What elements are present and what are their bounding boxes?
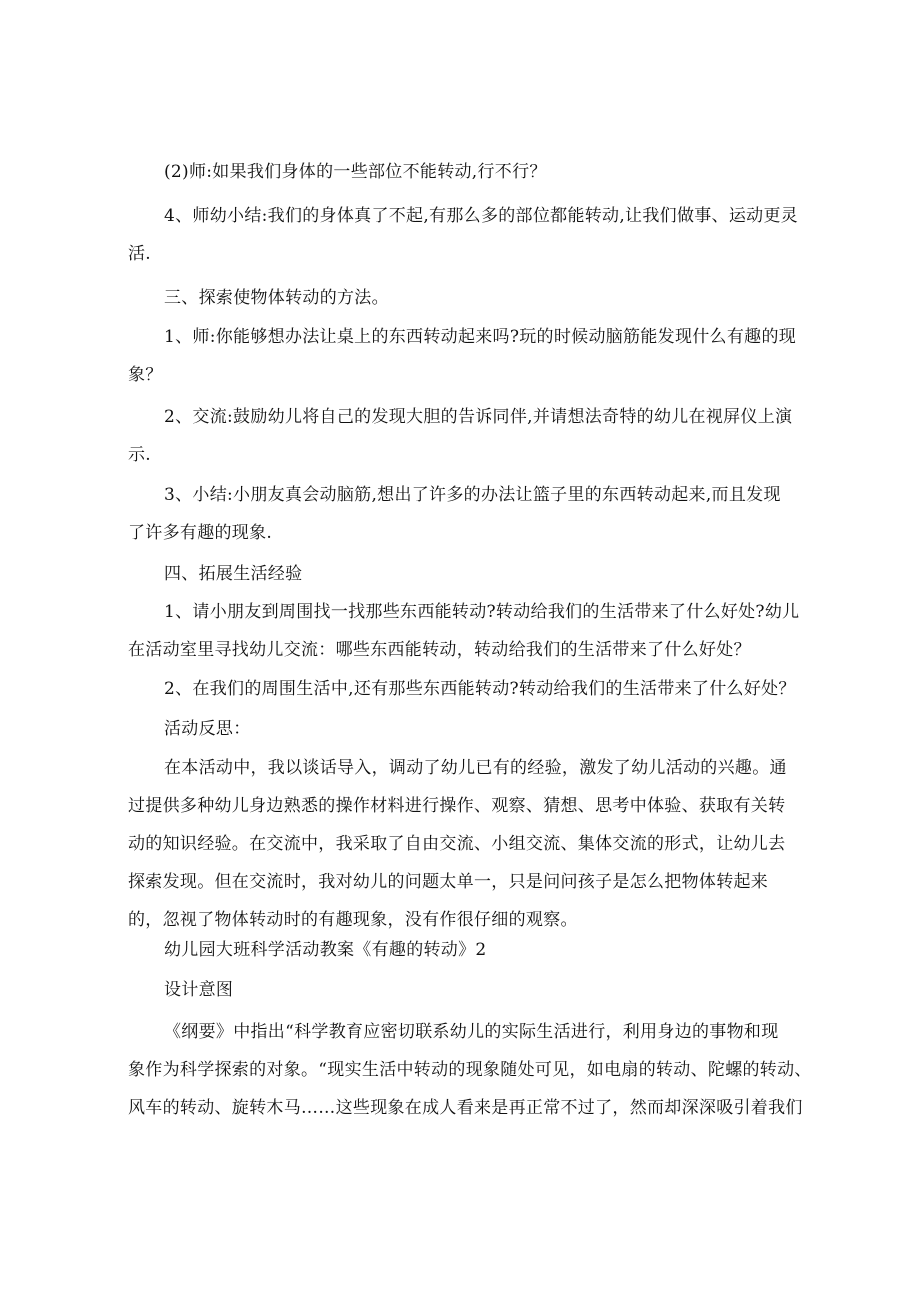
text-line: 风车的转动、旋转木马……这些现象在成人看来是再正常不过了，然而却深深吸引着我们 [128, 1098, 803, 1118]
text-line: 探索发现。但在交流时，我对幼儿的问题太单一，只是问问孩子是怎么把物体转起来 [128, 872, 769, 892]
paragraph-section4-item2 [128, 670, 798, 708]
text-line: 《纲要》中指出“科学教育应密切联系幼儿的实际生活进行，利用身边的事物和现 [164, 1022, 779, 1042]
text-line: 4、师幼小结:我们的身体真了不起,有那么多的部位都能转动,让我们做事、运动更灵 [164, 206, 799, 226]
text-line: 活. [128, 244, 152, 264]
text-line: 1、请小朋友到周围找一找那些东西能转动?转动给我们的生活带来了什么好处?幼儿 [164, 602, 800, 622]
lesson-title-2 [128, 931, 798, 969]
paragraph-design-intent [128, 1013, 812, 1127]
text-line: 3、小结:小朋友真会动脑筋,想出了许多的办法让篮子里的东西转动起来,而且发现 [164, 485, 781, 505]
text-line: 动的知识经验。在交流中，我采取了自由交流、小组交流、集体交流的形式，让幼儿去 [128, 834, 786, 854]
text-line: 象？ [128, 365, 163, 385]
text-line: 过提供多种幼儿身边熟悉的操作材料进行操作、观察、猜想、思考中体验、获取有关转 [128, 796, 786, 816]
paragraph-section4-item1 [128, 593, 798, 669]
text-line: (2)师:如果我们身体的一些部位不能转动,行不行？ [164, 162, 547, 182]
text-line: 2、在我们的周围生活中,还有那些东西能转动?转动给我们的生活带来了什么好处？ [164, 679, 796, 699]
paragraph-reflection [128, 749, 798, 939]
design-intent-heading [128, 971, 798, 1009]
text-line: 设计意图 [164, 980, 234, 1000]
text-line: 活动反思： [164, 719, 251, 739]
text-line: 在本活动中，我以谈话导入，调动了幼儿已有的经验，激发了幼儿活动的兴趣。通 [164, 758, 787, 778]
reflection-heading [128, 710, 798, 748]
section-heading-3 [128, 279, 798, 317]
text-line: 的，忽视了物体转动时的有趣现象，没有作很仔细的观察。 [128, 910, 578, 930]
text-line: 象作为科学探索的对象。“现实生活中转动的现象随处可见，如电扇的转动、陀螺的转动、 [128, 1060, 812, 1080]
text-line: 在活动室里寻找幼儿交流：哪些东西能转动，转动给我们的生活带来了什么好处？ [128, 640, 751, 660]
text-line: 三、探索使物体转动的方法。 [164, 288, 389, 308]
text-line: 示. [128, 445, 152, 465]
text-line: 四、拓展生活经验 [164, 564, 303, 584]
text-line: 1、师:你能够想办法让桌上的东西转动起来吗?玩的时候动脑筋能发现什么有趣的现 [164, 327, 797, 347]
text-line: 2、交流:鼓励幼儿将自己的发现大胆的告诉同伴,并请想法奇特的幼儿在视屏仪上演 [164, 407, 793, 427]
text-line: 了许多有趣的现象. [128, 523, 273, 543]
paragraph-section3-item3 [128, 476, 798, 552]
paragraph-section3-item1 [128, 318, 798, 394]
paragraph-section3-item2 [128, 398, 798, 474]
section-heading-4 [128, 555, 798, 593]
paragraph-question-2 [128, 153, 798, 191]
text-line: 幼儿园大班科学活动教案《有趣的转动》2 [164, 940, 487, 960]
paragraph-summary-4 [128, 197, 798, 273]
